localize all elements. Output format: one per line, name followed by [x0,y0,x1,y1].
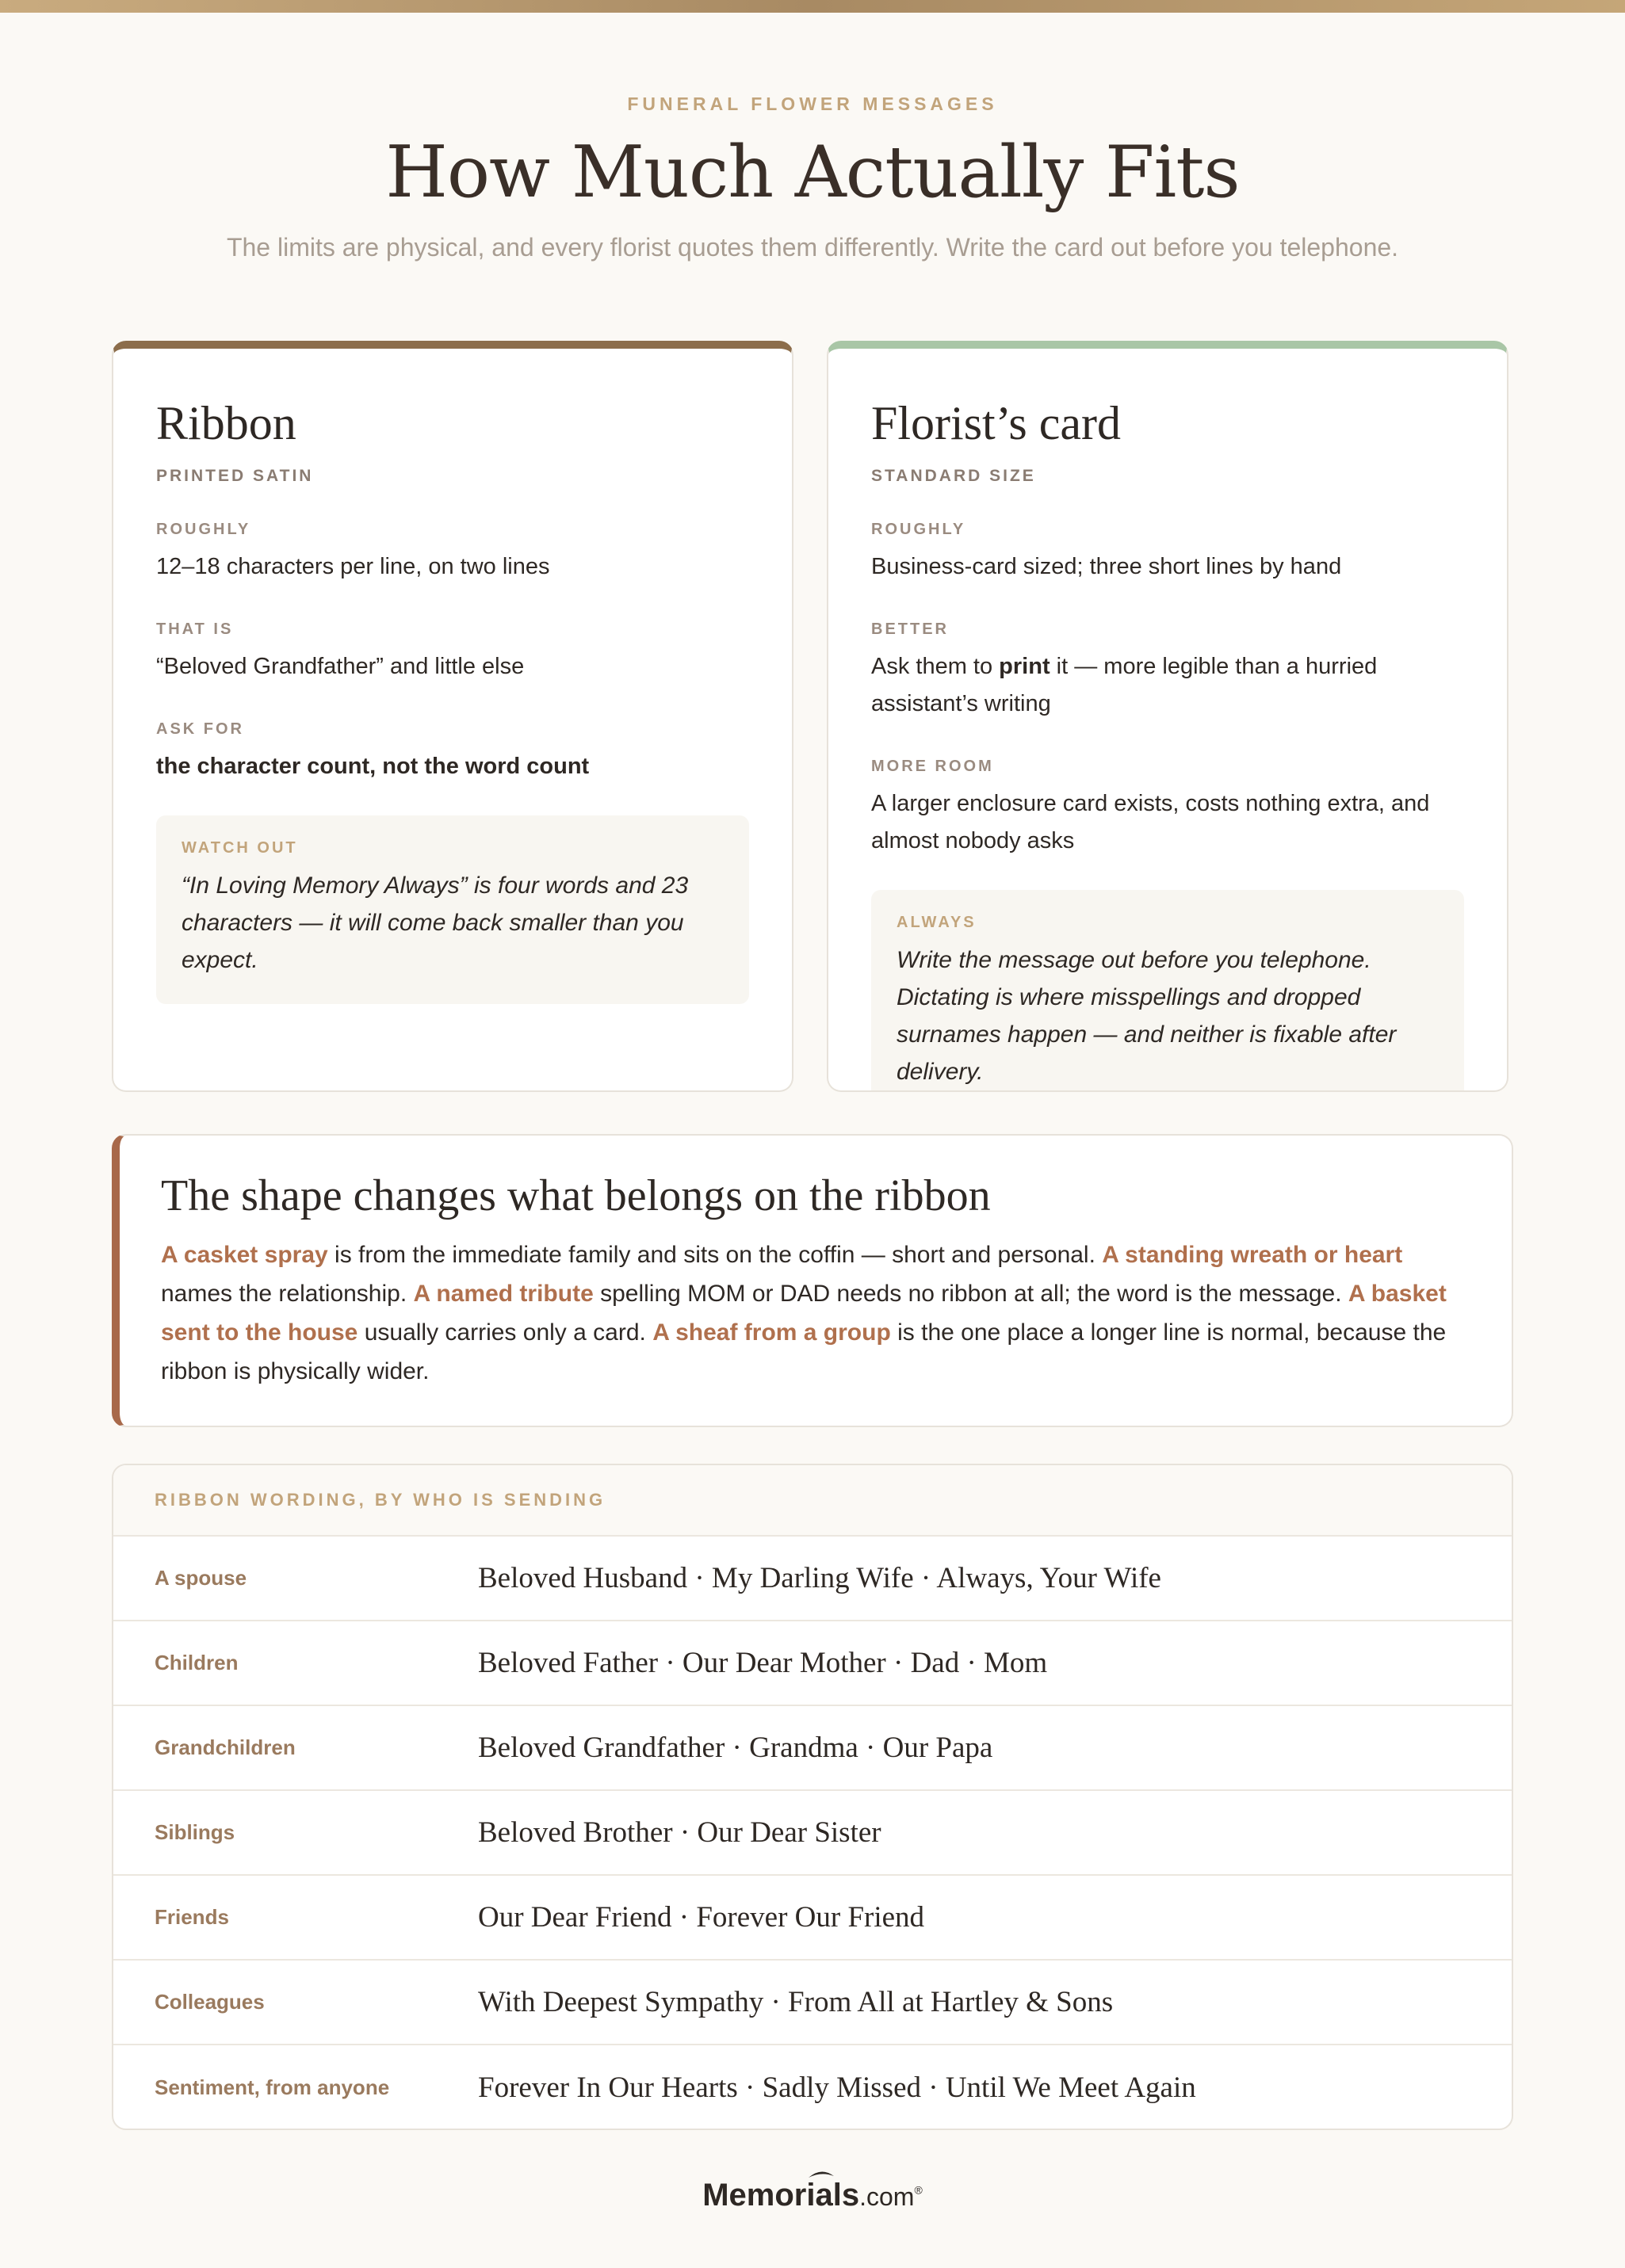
wording-cell: Our Dear Friend · Forever Our Friend [478,1901,925,1934]
section-title: The shape changes what belongs on the ribbon [161,1171,991,1220]
callout-label: ALWAYS [897,914,977,931]
field-value: A larger enclosure card exists, costs nothing extra, and almost nobody asks [871,791,1430,853]
callout-text: Write the message out before you telephone. Dictating is where misspellings and dropped surnames happen — and neither is fixable after delivery. [897,947,1397,1085]
field-value: “Beloved Grandfather” and little else [156,654,525,679]
body-text: is the one place a longer line is normal, because the ribbon is physically wider. [161,1319,1447,1384]
body-text: usually carries only a card. [358,1319,653,1346]
always-callout [871,890,1464,1092]
card-subtitle: STANDARD SIZE [871,467,1036,485]
registered-mark: ® [914,2183,923,2197]
card-title: Florist’s card [871,397,1121,449]
field-value-emphasis: print [999,654,1050,679]
page-title: How Much Actually Fits [385,131,1240,214]
field-value [871,648,1464,723]
callout-text: “In Loving Memory Always” is four words and 23 characters — it will come back smaller than you expect. [182,872,689,973]
card-title: Ribbon [156,397,296,449]
florist-card [827,341,1508,1092]
field-value-part: Ask them to [871,654,1000,679]
sender-cell: Grandchildren [155,1735,296,1759]
field-label: BETTER [871,620,949,638]
body-text: is from the immediate family and sits on the coffin — short and personal. [327,1242,1103,1268]
field-label: ROUGHLY [156,521,251,538]
logo-brand-text: Memorials [702,2178,860,2213]
logo-suffix: .com [859,2182,915,2211]
memorials-logo[interactable] [0,2178,1625,2213]
watch-out-callout [156,815,749,1004]
field-value-part: it — more legible than a hurried assistant’s writing [871,654,1378,716]
table-row [113,1537,1512,1621]
page-subtitle: The limits are physical, and every florist quotes them differently. Write the card out before you telephone. [226,233,1399,262]
table-row [113,1621,1512,1706]
sender-cell: Siblings [155,1820,235,1844]
callout-label: WATCH OUT [182,839,298,857]
sender-cell: A spouse [155,1566,247,1590]
section-body [161,1235,1470,1391]
logo-wordmark [702,2178,859,2213]
sender-cell: Colleagues [155,1990,265,2014]
sender-cell: Friends [155,1905,229,1929]
table-heading: RIBBON WORDING, BY WHO IS SENDING [113,1465,1512,1537]
wording-cell: With Deepest Sympathy · From All at Hartley & Sons [478,1986,1114,2018]
body-text: names the relationship. [161,1281,414,1307]
top-accent-bar [0,0,1625,13]
body-text: spelling MOM or DAD needs no ribbon at all; the word is the message. [593,1281,1348,1307]
wording-cell: Beloved Father · Our Dear Mother · Dad · Mom [478,1647,1048,1679]
table-row [113,1791,1512,1876]
ribbon-card [112,341,793,1092]
highlight-term: A casket spray [161,1242,328,1268]
field-value: Business-card sized; three short lines by hand [871,554,1342,579]
field-label: ASK FOR [156,720,244,738]
bird-swoosh-icon [807,2168,835,2179]
wording-cell: Beloved Husband · My Darling Wife · Always, Your Wife [478,1562,1161,1594]
field-label: MORE ROOM [871,758,994,775]
ribbon-wording-table [112,1464,1513,2130]
wording-cell: Forever In Our Hearts · Sadly Missed · Until We Meet Again [478,2071,1196,2104]
highlight-term: A standing wreath or heart [1102,1242,1403,1268]
sender-cell: Children [155,1651,239,1674]
highlight-term: A basket sent to the house [161,1281,1447,1346]
shape-section [112,1134,1513,1427]
field-label: ROUGHLY [871,521,966,538]
page-header [0,94,1625,262]
table-row [113,2045,1512,2130]
eyebrow: FUNERAL FLOWER MESSAGES [627,94,998,114]
field-value: 12–18 characters per line, on two lines [156,554,550,579]
field-label: THAT IS [156,620,234,638]
field-value: the character count, not the word count [156,754,590,779]
wording-cell: Beloved Grandfather · Grandma · Our Papa [478,1732,993,1764]
wording-cell: Beloved Brother · Our Dear Sister [478,1816,881,1849]
sender-cell: Sentiment, from anyone [155,2075,390,2099]
highlight-term: A sheaf from a group [652,1319,891,1346]
table-row [113,1706,1512,1791]
table-row [113,1961,1512,2045]
highlight-term: A named tribute [413,1281,594,1307]
table-row [113,1876,1512,1961]
card-subtitle: PRINTED SATIN [156,467,314,485]
